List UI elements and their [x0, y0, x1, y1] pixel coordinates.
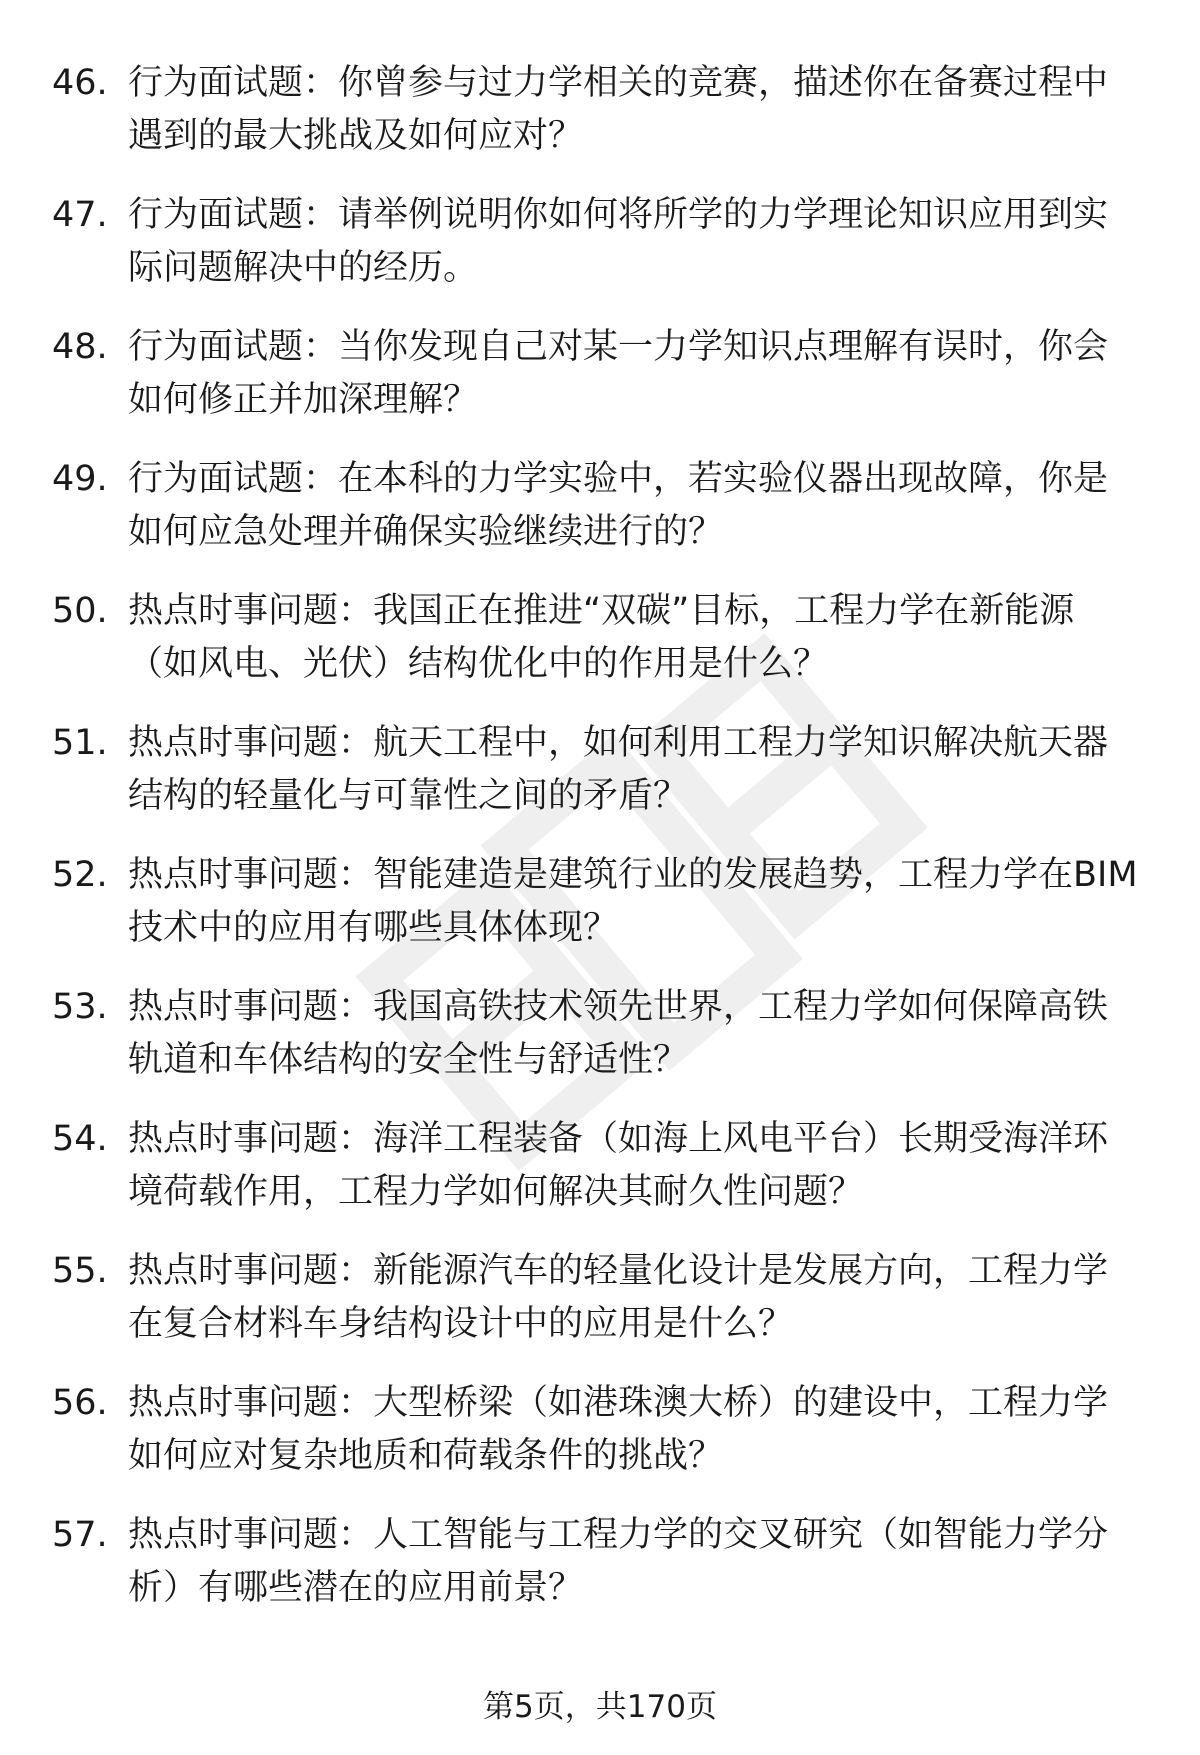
question-number: 55. — [52, 1251, 108, 1291]
page-number-footer: 第5页，共170页 — [483, 1689, 717, 1725]
question-item — [0, 453, 1200, 585]
question-text: 热点时事问题：我国高铁技术领先世界，工程力学如何保障高铁轨道和车体结构的安全性与舒适性？ — [128, 987, 1109, 1080]
question-item — [0, 981, 1200, 1113]
question-text: 热点时事问题：人工智能与工程力学的交叉研究（如智能力学分析）有哪些潜在的应用前景？ — [128, 1515, 1109, 1608]
question-item — [0, 1377, 1200, 1509]
question-number: 54. — [52, 1119, 108, 1159]
question-text: 热点时事问题：航天工程中，如何利用工程力学知识解决航天器结构的轻量化与可靠性之间的矛盾？ — [128, 723, 1109, 816]
question-item — [0, 321, 1200, 453]
question-number: 51. — [52, 723, 108, 763]
question-number: 52. — [52, 855, 108, 895]
question-text: 热点时事问题：大型桥梁（如港珠澳大桥）的建设中，工程力学如何应对复杂地质和荷载条件的挑战？ — [128, 1383, 1109, 1476]
question-item — [0, 717, 1200, 849]
question-number: 50. — [52, 591, 108, 631]
question-number: 53. — [52, 987, 108, 1027]
question-item — [0, 1113, 1200, 1245]
question-number: 48. — [52, 327, 108, 367]
question-number: 57. — [52, 1515, 108, 1555]
question-text: 行为面试题：在本科的力学实验中，若实验仪器出现故障，你是如何应急处理并确保实验继续进行的？ — [128, 459, 1109, 552]
question-number: 46. — [52, 63, 108, 103]
question-item — [0, 849, 1200, 981]
question-text: 热点时事问题：智能建造是建筑行业的发展趋势，工程力学在BIM技术中的应用有哪些具体体现？ — [128, 855, 1138, 948]
question-item — [0, 189, 1200, 321]
question-text: 热点时事问题：新能源汽车的轻量化设计是发展方向，工程力学在复合材料车身结构设计中的应用是什么？ — [128, 1251, 1109, 1344]
question-item — [0, 585, 1200, 717]
question-item — [0, 1245, 1200, 1377]
question-text: 热点时事问题：我国正在推进“双碳”目标，工程力学在新能源（如风电、光伏）结构优化中的作用是什么？ — [128, 591, 1075, 684]
question-number: 49. — [52, 459, 108, 499]
question-list — [0, 57, 1200, 1641]
question-number: 56. — [52, 1383, 108, 1423]
question-item — [0, 1509, 1200, 1641]
question-item — [0, 57, 1200, 189]
question-text: 行为面试题：请举例说明你如何将所学的力学理论知识应用到实际问题解决中的经历。 — [128, 195, 1109, 288]
question-text: 热点时事问题：海洋工程装备（如海上风电平台）长期受海洋环境荷载作用，工程力学如何解决其耐久性问题？ — [128, 1119, 1109, 1212]
question-text: 行为面试题：你曾参与过力学相关的竞赛，描述你在备赛过程中遇到的最大挑战及如何应对？ — [128, 63, 1109, 156]
question-text: 行为面试题：当你发现自己对某一力学知识点理解有误时，你会如何修正并加深理解？ — [128, 327, 1109, 420]
question-number: 47. — [52, 195, 108, 235]
